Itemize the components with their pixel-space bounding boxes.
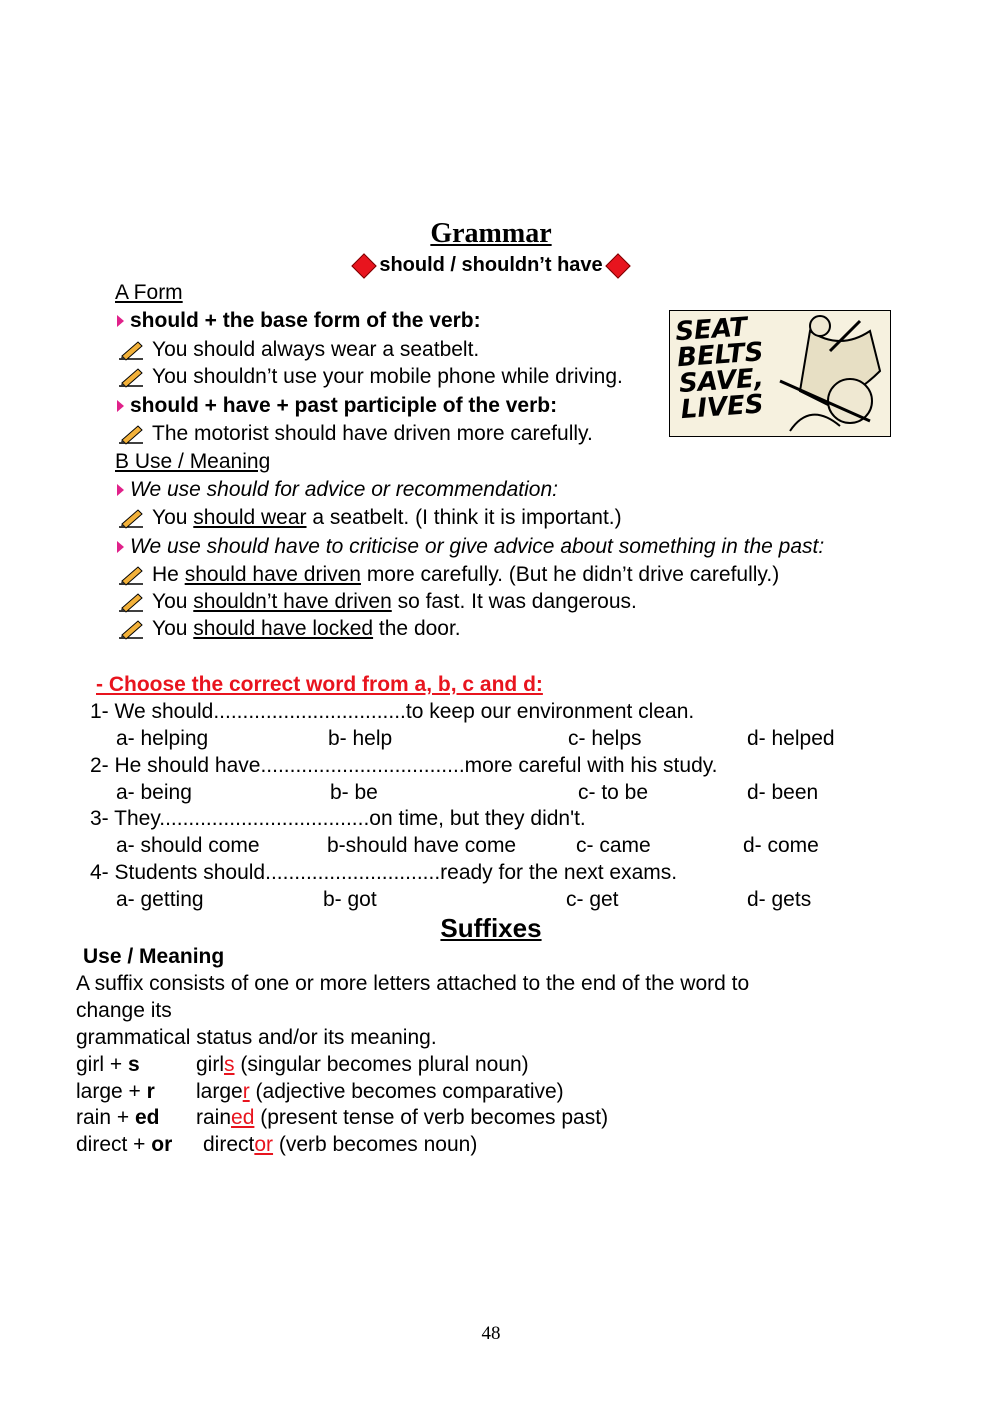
page-number: 48 [481, 1323, 501, 1344]
pencil-icon [116, 339, 146, 361]
base-word: large + [76, 1080, 147, 1103]
pencil-icon [116, 423, 146, 445]
option-1a: a- helping [116, 727, 209, 750]
option-2a: a- being [116, 781, 192, 804]
suffixes-desc-3: grammatical status and/or its meaning. [76, 1026, 437, 1049]
option-4c: c- get [566, 888, 619, 911]
stem: rain [196, 1106, 232, 1129]
bullet-icon [117, 315, 124, 327]
option-2d: d- been [747, 781, 819, 804]
use-heading: B Use / Meaning [115, 450, 271, 473]
bullet-icon [117, 400, 124, 412]
question-4: 4- Students should..............................ready for the next exams. [90, 861, 678, 884]
use-2-text: We use should have to criticise or give advice about something in the past: [130, 535, 825, 558]
example-3-text: The motorist should have driven more carefully. [152, 422, 593, 445]
text-pre: You [152, 617, 194, 640]
option-4b: b- got [323, 888, 377, 911]
rule-1-text: should + the base form of the verb: [130, 309, 481, 332]
option-3c: c- came [576, 834, 651, 857]
base-word: girl + [76, 1053, 128, 1076]
use-1-text: We use should for advice or recommendation: [130, 478, 558, 501]
option-1c: c- helps [568, 727, 642, 750]
text-pre: You [152, 506, 194, 529]
base-word: direct + [76, 1133, 152, 1156]
underlined-phrase: should have locked [193, 617, 374, 640]
note: (verb becomes noun) [273, 1133, 478, 1156]
option-2b: b- be [330, 781, 378, 804]
suffix: r [146, 1080, 155, 1103]
exercise-heading: - Choose the correct word from a, b, c and d: [96, 673, 543, 696]
bullet-icon [117, 484, 124, 496]
suffixes-desc-2: change its [76, 999, 172, 1022]
text-pre: You [152, 590, 194, 613]
underlined-phrase: should have driven [184, 563, 361, 586]
option-3b: b-should have come [327, 834, 517, 857]
diamond-icon [352, 253, 377, 278]
base-word: rain + [76, 1106, 135, 1129]
pencil-icon [116, 591, 146, 613]
stem: direct [203, 1133, 255, 1156]
option-4a: a- getting [116, 888, 204, 911]
topic-line [0, 254, 982, 277]
suffix-row-base [76, 1080, 155, 1104]
text-pre: He [152, 563, 185, 586]
text-post: more carefully. (But he didn’t drive carefully.) [360, 563, 780, 586]
rule-2 [117, 394, 557, 418]
suffix-row-result [196, 1106, 608, 1130]
example-2-text: You shouldn’t use your mobile phone while driving. [152, 365, 623, 388]
suffix-row-result [203, 1133, 477, 1157]
suffix: or [151, 1133, 173, 1156]
use-2 [117, 535, 824, 559]
suffix-row-base [76, 1106, 159, 1130]
use-2-example-1 [116, 563, 779, 587]
cartoon-text: SEAT BELTS SAVE, LIVES [674, 312, 765, 426]
suffixes-desc-1: A suffix consists of one or more letters attached to the end of the word to [76, 972, 750, 995]
suffix-row-base [76, 1133, 172, 1157]
example-1-text: You should always wear a seatbelt. [152, 338, 480, 361]
rule-2-text: should + have + past participle of the verb: [130, 394, 558, 417]
underlined-phrase: shouldn’t have driven [193, 590, 392, 613]
use-1 [117, 478, 558, 502]
grammar-title: Grammar [430, 218, 552, 249]
question-3: 3- They....................................on time, but they didn't. [90, 807, 586, 830]
diamond-icon [605, 253, 630, 278]
pencil-icon [116, 366, 146, 388]
stem: large [196, 1080, 243, 1103]
note: (singular becomes plural noun) [234, 1053, 529, 1076]
example-3 [116, 422, 593, 446]
seatbelt-cartoon [669, 310, 891, 437]
note: (present tense of verb becomes past) [254, 1106, 609, 1129]
option-2c: c- to be [578, 781, 649, 804]
stem: girl [196, 1053, 225, 1076]
note: (adjective becomes comparative) [249, 1080, 564, 1103]
question-2: 2- He should have...................................more careful with his study. [90, 754, 718, 777]
pencil-icon [116, 618, 146, 640]
suffix-row-base [76, 1053, 140, 1077]
rule-1 [117, 309, 481, 333]
ending: ed [231, 1106, 255, 1129]
pencil-icon [116, 564, 146, 586]
example-2 [116, 365, 623, 389]
use-1-example [116, 506, 622, 530]
question-1: 1- We should.................................to keep our environment clean. [90, 700, 695, 723]
option-3a: a- should come [116, 834, 260, 857]
underlined-phrase: should wear [193, 506, 307, 529]
suffixes-title: Suffixes [440, 913, 542, 943]
suffixes-use-heading: Use / Meaning [83, 945, 225, 968]
option-3d: d- come [743, 834, 819, 857]
text-post: the door. [373, 617, 461, 640]
option-1b: b- help [328, 727, 393, 750]
text-post: a seatbelt. (I think it is important.) [306, 506, 622, 529]
bullet-icon [117, 541, 124, 553]
form-heading: A Form [115, 281, 183, 304]
suffix-row-result [196, 1053, 529, 1077]
suffix: s [127, 1053, 140, 1076]
option-1d: d- helped [747, 727, 835, 750]
use-2-example-3 [116, 617, 461, 641]
ending: r [242, 1080, 250, 1103]
option-4d: d- gets [747, 888, 812, 911]
topic-text: should / shouldn’t have [379, 254, 603, 276]
use-2-example-2 [116, 590, 637, 614]
ending: s [224, 1053, 235, 1076]
ending: or [254, 1133, 274, 1156]
suffix: ed [134, 1106, 160, 1129]
pencil-icon [116, 507, 146, 529]
suffix-row-result [196, 1080, 564, 1104]
text-post: so fast. It was dangerous. [391, 590, 637, 613]
example-1 [116, 338, 479, 362]
